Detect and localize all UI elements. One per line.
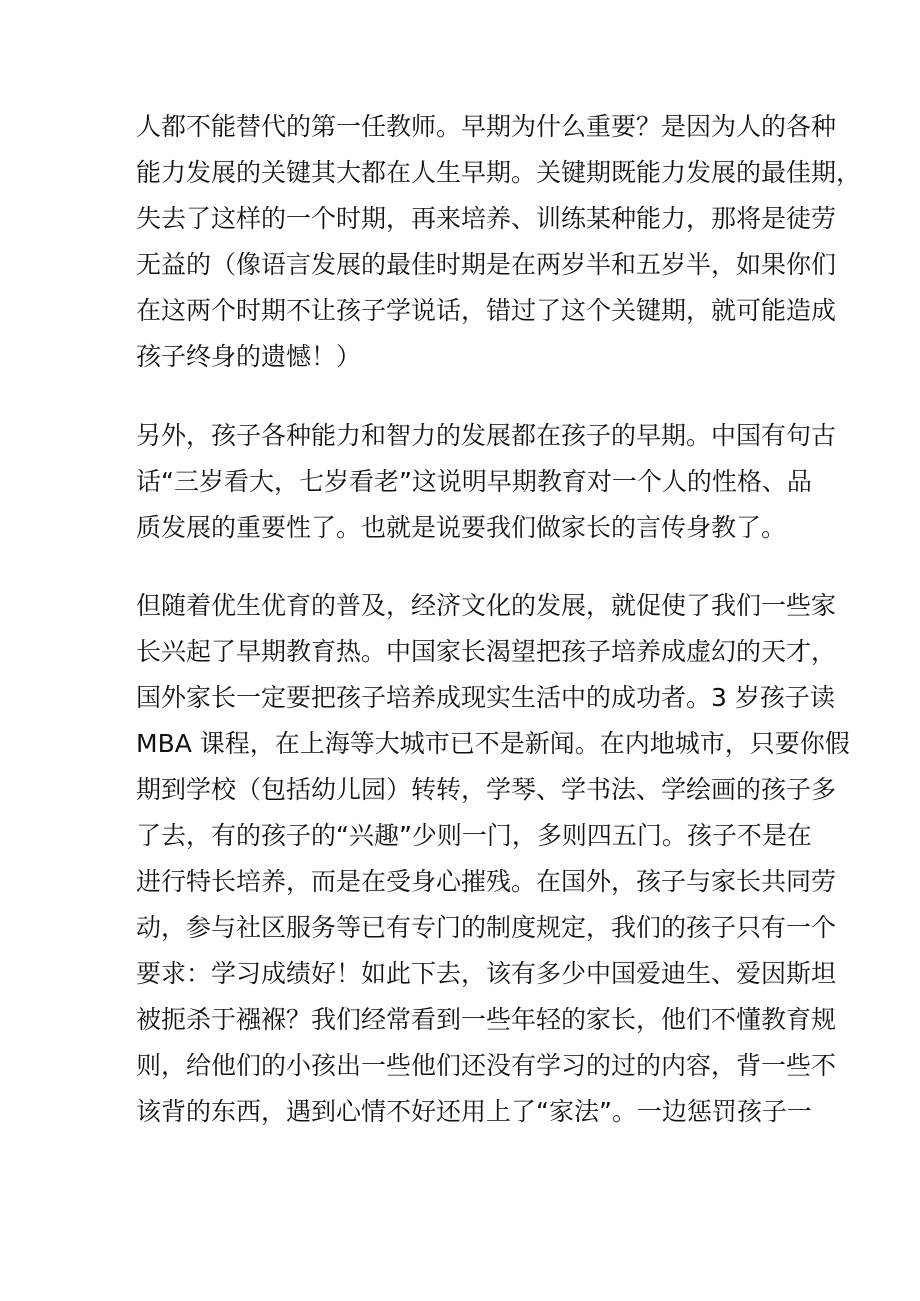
paragraph-line: 但随着优生优育的普及，经济文化的发展，就促使了我们一些家 xyxy=(136,591,837,620)
paragraph-line: MBA 课程，在上海等大城市已不是新闻。在内地城市，只要你假 xyxy=(136,729,850,758)
paragraph-line: 在这两个时期不让孩子学说话，错过了这个关键期，就可能造成 xyxy=(136,296,837,325)
paragraph-line: 则，给他们的小孩出一些他们还没有学习的过的内容，背一些不 xyxy=(136,1051,837,1080)
paragraph-line: 被扼杀于襁褓？我们经常看到一些年轻的家长，他们不懂教育规 xyxy=(136,1005,837,1034)
paragraph-line: 另外，孩子各种能力和智力的发展都在孩子的早期。中国有句古 xyxy=(136,421,837,450)
paragraph-line: 长兴起了早期教育热。中国家长渴望把孩子培养成虚幻的天才， xyxy=(136,637,837,666)
paragraph-line: 质发展的重要性了。也就是说要我们做家长的言传身教了。 xyxy=(136,513,787,542)
paragraph-line: 话“三岁看大，七岁看老”这说明早期教育对一个人的性格、品 xyxy=(136,467,812,496)
paragraph-line: 人都不能替代的第一任教师。早期为什么重要？是因为人的各种 xyxy=(136,112,837,141)
paragraph-line: 进行特长培养，而是在受身心摧残。在国外，孩子与家长共同劳 xyxy=(136,867,837,896)
paragraph-line: 孩子终身的遗憾！） xyxy=(136,342,362,371)
paragraph-line: 动，参与社区服务等已有专门的制度规定，我们的孩子只有一个 xyxy=(136,913,837,942)
paragraph-line: 该背的东西，遇到心情不好还用上了“家法”。一边惩罚孩子一 xyxy=(136,1097,812,1126)
paragraph-line: 失去了这样的一个时期，再来培养、训练某种能力，那将是徒劳 xyxy=(136,204,837,233)
paragraph-line: 要求：学习成绩好！如此下去，该有多少中国爱迪生、爱因斯坦 xyxy=(136,959,837,988)
paragraph-line: 了去，有的孩子的“兴趣”少则一门，多则四五门。孩子不是在 xyxy=(136,821,812,850)
paragraph-line: 国外家长一定要把孩子培养成现实生活中的成功者。3 岁孩子读 xyxy=(136,683,835,712)
paragraph-line: 无益的（像语言发展的最佳时期是在两岁半和五岁半，如果你们 xyxy=(136,250,837,279)
paragraph-line: 期到学校（包括幼儿园）转转，学琴、学书法、学绘画的孩子多 xyxy=(136,775,837,804)
paragraph-line: 能力发展的关键其大都在人生早期。关键期既能力发展的最佳期， xyxy=(136,158,862,187)
